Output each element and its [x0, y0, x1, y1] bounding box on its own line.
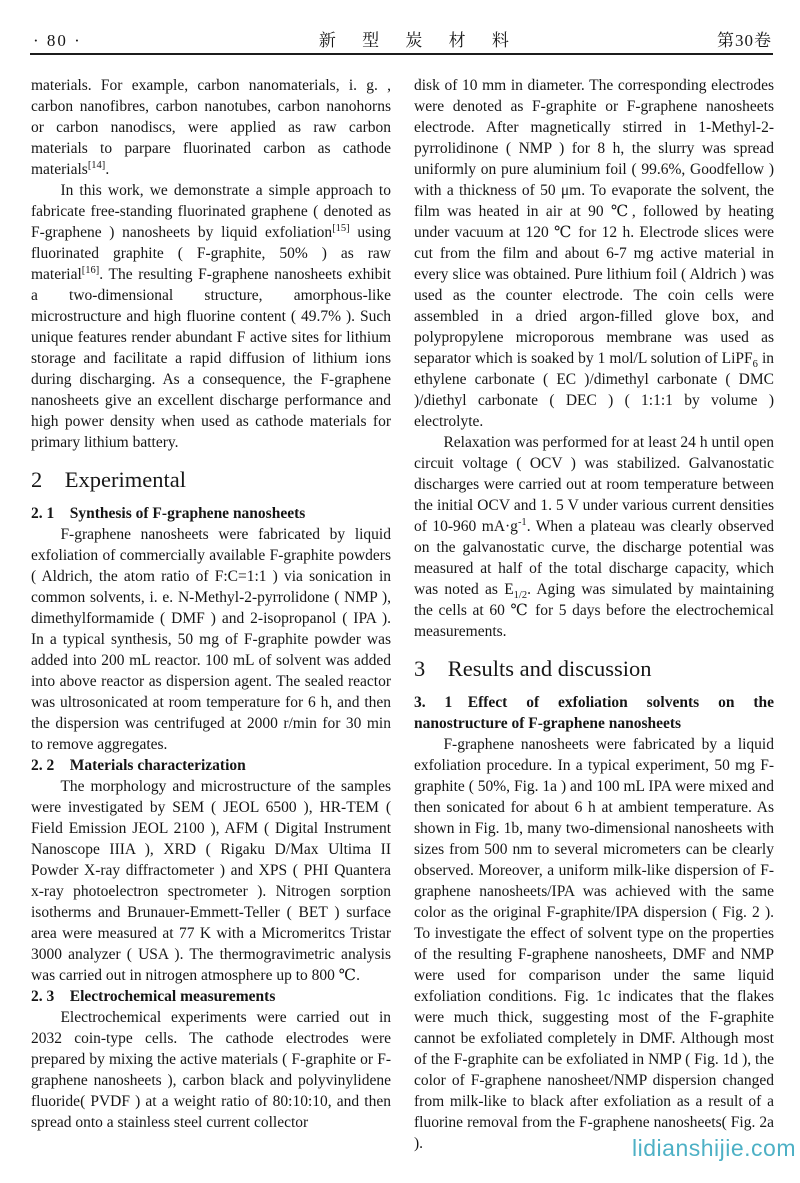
text-run: 2 Experimental — [31, 467, 186, 492]
text-sup: [16] — [81, 264, 100, 276]
page-number: · 80 · — [33, 31, 82, 50]
text-run: 3 Results and discussion — [414, 656, 652, 681]
subsection-heading — [31, 755, 391, 776]
text-sup: -1 — [517, 516, 527, 528]
text-run: In this work, we demonstrate a simple approach to fabricate free-standing fluorinated graphene ( denoted as F-graphene ) nanosheets by liquid exfoliation — [31, 182, 391, 241]
text-run: . When a plateau was clearly observed on the galvanostatic curve, the discharge potential was measured at half of the total discharge capacity, which was noted as E — [414, 518, 774, 598]
text-sub: 6 — [752, 359, 758, 371]
section-heading — [414, 655, 774, 683]
text-run: . Aging was simulated by maintaining the cells at 60 ℃ for 5 days before the electrochemical measurements. — [414, 581, 775, 640]
journal-title: 新 型 炭 材 料 — [318, 31, 520, 50]
text-run: 3. 1 Effect of exfoliation solvents on the nanostructure of F-graphene nanosheets — [414, 694, 774, 732]
subsection-heading — [31, 503, 391, 524]
paragraph — [31, 75, 391, 180]
article-body — [31, 75, 774, 1154]
paragraph — [31, 180, 391, 453]
text-run: 2. 2 Materials characterization — [31, 757, 246, 774]
text-run: F-graphene nanosheets were fabricated by a liquid exfoliation procedure. In a typical experiment, 50 mg F-graphite ( 50%, Fig. 1a ) and 100 mL IPA were mixed and then sonicated for about 6 h at ambient temperature. As shown in Fig. 1b, many two-dimensional nanosheets with sizes from 500 nm to several micrometers can be clearly observed. Moreover, a uniform milk-like dispersion of F-graphene nanosheets/IPA was achieved with the same color as the original F-graphite/IPA dispersion ( Fig. 2 ). To investigate the effect of solvent type on the properties of the resulting F-graphene nanosheets, DMF and NMP were used for comparison under the same liquid exfoliation conditions. Fig. 1c indicates that the flakes were much thick, suggesting most of the F-graphite cannot be exfoliated completely in DMF. Although most of the F-graphite can be exfoliated in NMP ( Fig. 1d ), the color of F-graphene nanosheet/NMP dispersion changed from milk-like to black after exfoliation as a result of a fluorine removal from the F-graphene nanosheets( Fig. 2a ). — [414, 736, 774, 1152]
text-run: 2. 1 Synthesis of F-graphene nanosheets — [31, 505, 306, 522]
text-run: Relaxation was performed for at least 24 h until open circuit voltage ( OCV ) was stabilized. Galvanostatic discharges were carried out at room temperature between the initial OCV and 1. 5 V under various current densities of 10-960 mA·g — [414, 434, 774, 535]
text-run: . The resulting F-graphene nanosheets exhibit a two-dimensional structure, amorphous-like microstructure and high fluorine content ( 49.7% ). Such unique features render abundant F active sites for lithium storage and facilitate a rapid diffusion of lithium ions during discharging. As a consequence, the F-graphene nanosheets give an excellent discharge performance and high power density when used as cathode materials for primary lithium battery. — [31, 266, 391, 451]
text-run: The morphology and microstructure of the samples were investigated by SEM ( JEOL 6500 ), HR-TEM ( Field Emission JEOL 2100 ), AFM ( Digital Instrument Nanoscope IIIA ), XRD ( Rigaku D/Max Ultima II Powder X-ray diffractometer ) and XPS ( PHI Quantera x-ray photoelectron spectrometer ). Nitrogen sorption isotherms and Brunauer-Emmett-Teller ( BET ) surface area were measured at 77 K with a Micromeritcs Tristar 3000 analyzer ( USA ). The thermogravimetric analysis was carried out in nitrogen atmosphere up to 800 ℃. — [31, 778, 391, 984]
watermark: lidianshijie.com — [632, 1135, 796, 1161]
subsection-heading — [31, 986, 391, 1007]
paragraph — [31, 524, 391, 755]
text-run: using fluorinated graphite ( F-graphite, 50% ) as raw material — [31, 224, 391, 283]
left-column — [31, 75, 391, 1154]
paragraph — [414, 734, 774, 1154]
page-header — [33, 26, 772, 51]
text-sup: [15] — [332, 222, 350, 234]
text-sub: 1/2 — [513, 590, 528, 602]
section-heading — [31, 466, 391, 494]
paragraph — [414, 432, 774, 642]
volume-label: 第30卷 — [716, 31, 772, 50]
right-column — [414, 75, 774, 1154]
text-run: disk of 10 mm in diameter. The corresponding electrodes were denoted as F-graphite or F-graphene nanosheets electrode. After magnetically stirred in 1-Methyl-2-pyrrolidinone ( NMP ) for 8 h, the slurry was spread uniformly on pure aluminium foil ( 99.6%, Goodfellow ) with a thickness of 50 μm. To evaporate the solvent, the film was heated in air at 90 ℃, followed by heating under vacuum at 120 ℃ for 12 h. Electrode slices were cut from the film and about 6-7 mg active material in every slice was obtained. Pure lithium foil ( Aldrich ) was used as the counter electrode. The coin cells were assembled in a dried argon-filled glove box, and polypropylene microporous membrane was used as separator which is soaked by 1 mol/L solution of LiPF — [414, 77, 774, 367]
text-run: 2. 3 Electrochemical measurements — [31, 988, 276, 1005]
text-sup: [14] — [87, 159, 106, 171]
text-run: in ethylene carbonate ( EC )/dimethyl carbonate ( DMC )/diethyl carbonate ( DEC ) ( 1:1:1 by volume ) electrolyte. — [414, 350, 774, 430]
subsection-heading — [414, 692, 774, 734]
paragraph — [31, 776, 391, 986]
header-rule — [30, 53, 773, 55]
text-run: materials. For example, carbon nanomaterials, i. g. , carbon nanofibres, carbon nanotubes, carbon nanohorns or carbon nanodiscs, were applied as raw carbon materials to parpare fluorinated carbon as cathode materials — [31, 77, 391, 178]
text-run: Electrochemical experiments were carried out in 2032 coin-type cells. The cathode electrodes were prepared by mixing the active materials ( F-graphite or F-graphene nanosheets ), carbon black and polyvinylidene fluoride( PVDF ) at a weight ratio of 80:10:10, and then spread onto a stainless steel current collector — [31, 1009, 391, 1131]
paragraph — [414, 75, 774, 432]
text-run: F-graphene nanosheets were fabricated by liquid exfoliation of commercially available F-graphite powders ( Aldrich, the atom ratio of F:C=1:1 ) via sonication in common solvents, i. e. N-Methyl-2-pyrrolidone ( NMP ), dimethylformamide ( DMF ) and 2-isopropanol ( IPA ). In a typical synthesis, 50 mg of F-graphite powder was added into 200 mL reactor. 100 mL of solvent was added into above reactor as dispersion agent. The sealed reactor was ultrosonicated at room temperature for 6 h, and then the dispersion was centrifuged at 2000 r/min for 30 min to remove aggregates. — [31, 526, 391, 753]
paragraph — [31, 1007, 391, 1133]
text-run: . — [105, 161, 110, 178]
